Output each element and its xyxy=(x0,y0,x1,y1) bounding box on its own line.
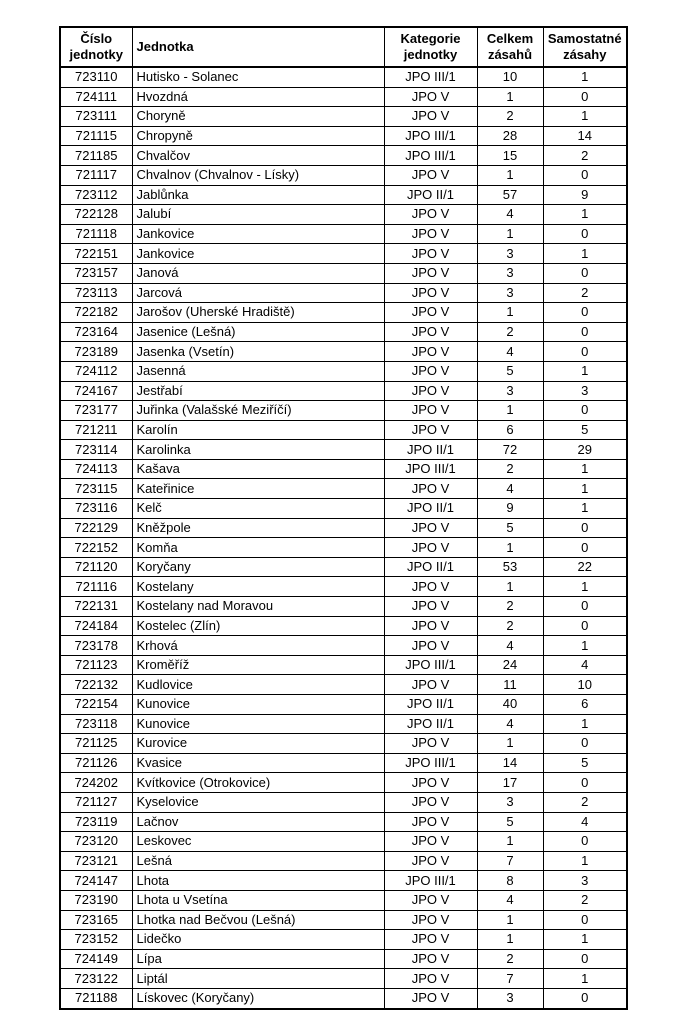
unit-number-cell: 724202 xyxy=(60,773,132,793)
unit-category-cell: JPO V xyxy=(384,322,477,342)
unit-name-cell: Liptál xyxy=(132,969,384,989)
total-interventions-cell: 4 xyxy=(477,342,543,362)
unit-number-cell: 722131 xyxy=(60,597,132,617)
unit-name-cell: Jasenná xyxy=(132,361,384,381)
table-row xyxy=(60,675,627,695)
unit-name-cell: Kvasice xyxy=(132,753,384,773)
unit-number-cell: 723177 xyxy=(60,401,132,421)
independent-interventions-cell: 1 xyxy=(543,459,627,479)
unit-category-cell: JPO V xyxy=(384,773,477,793)
total-interventions-cell: 2 xyxy=(477,949,543,969)
independent-interventions-cell: 0 xyxy=(543,910,627,930)
total-interventions-cell: 3 xyxy=(477,244,543,264)
independent-interventions-cell: 1 xyxy=(543,636,627,656)
total-interventions-cell: 72 xyxy=(477,440,543,460)
table-row xyxy=(60,440,627,460)
independent-interventions-cell: 1 xyxy=(543,67,627,87)
unit-category-cell: JPO V xyxy=(384,734,477,754)
table-row xyxy=(60,655,627,675)
unit-number-cell: 721188 xyxy=(60,988,132,1008)
total-interventions-cell: 1 xyxy=(477,577,543,597)
total-interventions-cell: 1 xyxy=(477,224,543,244)
table-row xyxy=(60,185,627,205)
unit-category-cell: JPO V xyxy=(384,303,477,323)
unit-category-cell: JPO V xyxy=(384,244,477,264)
unit-name-cell: Jarošov (Uherské Hradiště) xyxy=(132,303,384,323)
unit-category-cell: JPO V xyxy=(384,205,477,225)
table-row xyxy=(60,773,627,793)
unit-category-cell: JPO V xyxy=(384,224,477,244)
independent-interventions-cell: 1 xyxy=(543,851,627,871)
unit-category-cell: JPO V xyxy=(384,832,477,852)
total-interventions-cell: 3 xyxy=(477,263,543,283)
unit-name-cell: Kostelany nad Moravou xyxy=(132,597,384,617)
total-interventions-cell: 8 xyxy=(477,871,543,891)
independent-interventions-cell: 1 xyxy=(543,244,627,264)
total-interventions-cell: 4 xyxy=(477,205,543,225)
unit-number-cell: 723111 xyxy=(60,107,132,127)
unit-number-cell: 723118 xyxy=(60,714,132,734)
independent-interventions-cell: 0 xyxy=(543,734,627,754)
total-interventions-cell: 1 xyxy=(477,401,543,421)
unit-category-cell: JPO V xyxy=(384,597,477,617)
total-interventions-cell: 5 xyxy=(477,361,543,381)
independent-interventions-cell: 4 xyxy=(543,812,627,832)
unit-name-cell: Lešná xyxy=(132,851,384,871)
unit-number-cell: 722128 xyxy=(60,205,132,225)
unit-name-cell: Jankovice xyxy=(132,224,384,244)
independent-interventions-cell: 1 xyxy=(543,577,627,597)
unit-name-cell: Kroměříž xyxy=(132,655,384,675)
independent-interventions-cell: 1 xyxy=(543,107,627,127)
unit-name-cell: Kelč xyxy=(132,499,384,519)
total-interventions-cell: 1 xyxy=(477,832,543,852)
unit-category-cell: JPO III/1 xyxy=(384,459,477,479)
table-row xyxy=(60,165,627,185)
unit-number-cell: 721120 xyxy=(60,557,132,577)
unit-name-cell: Lískovec (Koryčany) xyxy=(132,988,384,1008)
unit-name-cell: Lidečko xyxy=(132,930,384,950)
total-interventions-cell: 1 xyxy=(477,538,543,558)
unit-category-cell: JPO V xyxy=(384,969,477,989)
table-row xyxy=(60,792,627,812)
table-row xyxy=(60,146,627,166)
unit-category-cell: JPO V xyxy=(384,538,477,558)
unit-number-cell: 723116 xyxy=(60,499,132,519)
unit-name-cell: Leskovec xyxy=(132,832,384,852)
unit-number-cell: 723122 xyxy=(60,969,132,989)
unit-number-cell: 721127 xyxy=(60,792,132,812)
unit-number-cell: 723115 xyxy=(60,479,132,499)
total-interventions-cell: 3 xyxy=(477,792,543,812)
total-interventions-cell: 2 xyxy=(477,616,543,636)
independent-interventions-cell: 3 xyxy=(543,871,627,891)
unit-category-cell: JPO III/1 xyxy=(384,67,477,87)
table-row xyxy=(60,714,627,734)
table-row xyxy=(60,322,627,342)
unit-number-cell: 722154 xyxy=(60,695,132,715)
unit-number-cell: 722132 xyxy=(60,675,132,695)
table-row xyxy=(60,890,627,910)
table-row xyxy=(60,616,627,636)
total-interventions-cell: 2 xyxy=(477,459,543,479)
header-row xyxy=(60,27,627,67)
total-interventions-cell: 6 xyxy=(477,420,543,440)
header-total-interventions: Celkem zásahů xyxy=(477,27,543,67)
unit-name-cell: Jalubí xyxy=(132,205,384,225)
unit-category-cell: JPO V xyxy=(384,420,477,440)
unit-name-cell: Jasenice (Lešná) xyxy=(132,322,384,342)
unit-name-cell: Lhotka nad Bečvou (Lešná) xyxy=(132,910,384,930)
independent-interventions-cell: 0 xyxy=(543,597,627,617)
table-row xyxy=(60,597,627,617)
total-interventions-cell: 4 xyxy=(477,479,543,499)
unit-name-cell: Janová xyxy=(132,263,384,283)
independent-interventions-cell: 0 xyxy=(543,165,627,185)
unit-number-cell: 723113 xyxy=(60,283,132,303)
unit-name-cell: Kyselovice xyxy=(132,792,384,812)
unit-name-cell: Kvítkovice (Otrokovice) xyxy=(132,773,384,793)
table-row xyxy=(60,734,627,754)
independent-interventions-cell: 22 xyxy=(543,557,627,577)
unit-name-cell: Hvozdná xyxy=(132,87,384,107)
table-row xyxy=(60,949,627,969)
independent-interventions-cell: 0 xyxy=(543,518,627,538)
table-row xyxy=(60,303,627,323)
total-interventions-cell: 5 xyxy=(477,518,543,538)
total-interventions-cell: 17 xyxy=(477,773,543,793)
unit-name-cell: Karolín xyxy=(132,420,384,440)
header-unit-number: Číslo jednotky xyxy=(60,27,132,67)
independent-interventions-cell: 1 xyxy=(543,714,627,734)
independent-interventions-cell: 2 xyxy=(543,792,627,812)
unit-name-cell: Lípa xyxy=(132,949,384,969)
unit-name-cell: Jablůnka xyxy=(132,185,384,205)
total-interventions-cell: 10 xyxy=(477,67,543,87)
unit-number-cell: 724113 xyxy=(60,459,132,479)
unit-number-cell: 721126 xyxy=(60,753,132,773)
independent-interventions-cell: 1 xyxy=(543,361,627,381)
header-independent-interventions: Samostatné zásahy xyxy=(543,27,627,67)
unit-number-cell: 721117 xyxy=(60,165,132,185)
unit-number-cell: 723165 xyxy=(60,910,132,930)
unit-number-cell: 723164 xyxy=(60,322,132,342)
table-row xyxy=(60,538,627,558)
unit-category-cell: JPO V xyxy=(384,812,477,832)
independent-interventions-cell: 1 xyxy=(543,969,627,989)
table-row xyxy=(60,577,627,597)
unit-category-cell: JPO II/1 xyxy=(384,499,477,519)
unit-number-cell: 724111 xyxy=(60,87,132,107)
unit-name-cell: Koryčany xyxy=(132,557,384,577)
independent-interventions-cell: 10 xyxy=(543,675,627,695)
unit-name-cell: Jarcová xyxy=(132,283,384,303)
unit-name-cell: Lačnov xyxy=(132,812,384,832)
unit-category-cell: JPO III/1 xyxy=(384,655,477,675)
unit-category-cell: JPO V xyxy=(384,890,477,910)
unit-name-cell: Kostelany xyxy=(132,577,384,597)
header-unit-name: Jednotka xyxy=(132,27,384,67)
unit-name-cell: Kateřinice xyxy=(132,479,384,499)
unit-number-cell: 721116 xyxy=(60,577,132,597)
table-row xyxy=(60,988,627,1008)
unit-category-cell: JPO V xyxy=(384,636,477,656)
table-row xyxy=(60,224,627,244)
unit-category-cell: JPO II/1 xyxy=(384,557,477,577)
unit-number-cell: 723157 xyxy=(60,263,132,283)
unit-category-cell: JPO II/1 xyxy=(384,714,477,734)
table-row xyxy=(60,695,627,715)
unit-name-cell: Kudlovice xyxy=(132,675,384,695)
unit-name-cell: Jankovice xyxy=(132,244,384,264)
unit-name-cell: Lhota u Vsetína xyxy=(132,890,384,910)
unit-name-cell: Choryně xyxy=(132,107,384,127)
table-row xyxy=(60,342,627,362)
unit-name-cell: Chvalčov xyxy=(132,146,384,166)
independent-interventions-cell: 1 xyxy=(543,205,627,225)
unit-category-cell: JPO V xyxy=(384,283,477,303)
table-row xyxy=(60,361,627,381)
table-row xyxy=(60,969,627,989)
independent-interventions-cell: 4 xyxy=(543,655,627,675)
unit-number-cell: 722151 xyxy=(60,244,132,264)
unit-category-cell: JPO V xyxy=(384,577,477,597)
unit-number-cell: 724147 xyxy=(60,871,132,891)
unit-name-cell: Jasenka (Vsetín) xyxy=(132,342,384,362)
table-row xyxy=(60,381,627,401)
independent-interventions-cell: 9 xyxy=(543,185,627,205)
total-interventions-cell: 2 xyxy=(477,107,543,127)
table-row xyxy=(60,420,627,440)
independent-interventions-cell: 3 xyxy=(543,381,627,401)
unit-category-cell: JPO V xyxy=(384,910,477,930)
unit-number-cell: 722129 xyxy=(60,518,132,538)
table-row xyxy=(60,67,627,87)
independent-interventions-cell: 29 xyxy=(543,440,627,460)
independent-interventions-cell: 1 xyxy=(543,479,627,499)
table-row xyxy=(60,557,627,577)
unit-name-cell: Hutisko - Solanec xyxy=(132,67,384,87)
table-row xyxy=(60,871,627,891)
unit-category-cell: JPO V xyxy=(384,792,477,812)
unit-number-cell: 723114 xyxy=(60,440,132,460)
table-row xyxy=(60,499,627,519)
total-interventions-cell: 7 xyxy=(477,969,543,989)
total-interventions-cell: 14 xyxy=(477,753,543,773)
unit-number-cell: 723189 xyxy=(60,342,132,362)
total-interventions-cell: 1 xyxy=(477,165,543,185)
unit-category-cell: JPO III/1 xyxy=(384,871,477,891)
unit-number-cell: 724112 xyxy=(60,361,132,381)
total-interventions-cell: 53 xyxy=(477,557,543,577)
total-interventions-cell: 57 xyxy=(477,185,543,205)
unit-name-cell: Kunovice xyxy=(132,695,384,715)
unit-number-cell: 721125 xyxy=(60,734,132,754)
independent-interventions-cell: 0 xyxy=(543,322,627,342)
total-interventions-cell: 24 xyxy=(477,655,543,675)
unit-number-cell: 723120 xyxy=(60,832,132,852)
unit-category-cell: JPO V xyxy=(384,361,477,381)
unit-number-cell: 724167 xyxy=(60,381,132,401)
unit-name-cell: Kurovice xyxy=(132,734,384,754)
total-interventions-cell: 4 xyxy=(477,890,543,910)
independent-interventions-cell: 1 xyxy=(543,499,627,519)
unit-name-cell: Komňa xyxy=(132,538,384,558)
table-row xyxy=(60,244,627,264)
unit-name-cell: Jestřabí xyxy=(132,381,384,401)
unit-number-cell: 724184 xyxy=(60,616,132,636)
independent-interventions-cell: 0 xyxy=(543,224,627,244)
independent-interventions-cell: 0 xyxy=(543,401,627,421)
unit-category-cell: JPO V xyxy=(384,988,477,1008)
unit-number-cell: 723190 xyxy=(60,890,132,910)
unit-name-cell: Chropyně xyxy=(132,126,384,146)
unit-number-cell: 723119 xyxy=(60,812,132,832)
total-interventions-cell: 1 xyxy=(477,910,543,930)
unit-category-cell: JPO V xyxy=(384,165,477,185)
total-interventions-cell: 4 xyxy=(477,714,543,734)
table-row xyxy=(60,205,627,225)
unit-number-cell: 722152 xyxy=(60,538,132,558)
independent-interventions-cell: 0 xyxy=(543,949,627,969)
unit-category-cell: JPO V xyxy=(384,949,477,969)
unit-category-cell: JPO V xyxy=(384,851,477,871)
total-interventions-cell: 11 xyxy=(477,675,543,695)
table-row xyxy=(60,87,627,107)
unit-name-cell: Lhota xyxy=(132,871,384,891)
total-interventions-cell: 3 xyxy=(477,283,543,303)
unit-category-cell: JPO V xyxy=(384,107,477,127)
total-interventions-cell: 4 xyxy=(477,636,543,656)
unit-category-cell: JPO V xyxy=(384,675,477,695)
independent-interventions-cell: 0 xyxy=(543,303,627,323)
unit-category-cell: JPO III/1 xyxy=(384,146,477,166)
total-interventions-cell: 1 xyxy=(477,87,543,107)
independent-interventions-cell: 0 xyxy=(543,773,627,793)
table-row xyxy=(60,832,627,852)
unit-number-cell: 723112 xyxy=(60,185,132,205)
total-interventions-cell: 1 xyxy=(477,303,543,323)
unit-category-cell: JPO II/1 xyxy=(384,185,477,205)
table-row xyxy=(60,401,627,421)
unit-number-cell: 721211 xyxy=(60,420,132,440)
independent-interventions-cell: 2 xyxy=(543,890,627,910)
unit-name-cell: Juřinka (Valašské Meziříčí) xyxy=(132,401,384,421)
independent-interventions-cell: 0 xyxy=(543,263,627,283)
unit-category-cell: JPO V xyxy=(384,87,477,107)
table-row xyxy=(60,930,627,950)
unit-name-cell: Chvalnov (Chvalnov - Lísky) xyxy=(132,165,384,185)
unit-number-cell: 723110 xyxy=(60,67,132,87)
unit-number-cell: 721185 xyxy=(60,146,132,166)
unit-category-cell: JPO V xyxy=(384,930,477,950)
unit-name-cell: Krhová xyxy=(132,636,384,656)
unit-number-cell: 723152 xyxy=(60,930,132,950)
table-row xyxy=(60,126,627,146)
table-row xyxy=(60,263,627,283)
unit-category-cell: JPO V xyxy=(384,401,477,421)
total-interventions-cell: 15 xyxy=(477,146,543,166)
table-row xyxy=(60,851,627,871)
independent-interventions-cell: 14 xyxy=(543,126,627,146)
unit-name-cell: Kašava xyxy=(132,459,384,479)
table-row xyxy=(60,107,627,127)
independent-interventions-cell: 5 xyxy=(543,420,627,440)
total-interventions-cell: 5 xyxy=(477,812,543,832)
total-interventions-cell: 2 xyxy=(477,597,543,617)
unit-number-cell: 724149 xyxy=(60,949,132,969)
unit-category-cell: JPO II/1 xyxy=(384,695,477,715)
independent-interventions-cell: 2 xyxy=(543,283,627,303)
independent-interventions-cell: 1 xyxy=(543,930,627,950)
table-row xyxy=(60,910,627,930)
units-table xyxy=(59,26,628,1010)
unit-category-cell: JPO V xyxy=(384,479,477,499)
unit-name-cell: Kunovice xyxy=(132,714,384,734)
independent-interventions-cell: 0 xyxy=(543,87,627,107)
independent-interventions-cell: 0 xyxy=(543,616,627,636)
unit-category-cell: JPO II/1 xyxy=(384,440,477,460)
table-row xyxy=(60,812,627,832)
unit-number-cell: 721118 xyxy=(60,224,132,244)
table-row xyxy=(60,753,627,773)
unit-category-cell: JPO V xyxy=(384,342,477,362)
header-unit-category: Kategorie jednotky xyxy=(384,27,477,67)
unit-name-cell: Karolinka xyxy=(132,440,384,460)
unit-number-cell: 723121 xyxy=(60,851,132,871)
total-interventions-cell: 7 xyxy=(477,851,543,871)
independent-interventions-cell: 0 xyxy=(543,832,627,852)
table-row xyxy=(60,459,627,479)
independent-interventions-cell: 5 xyxy=(543,753,627,773)
total-interventions-cell: 9 xyxy=(477,499,543,519)
unit-category-cell: JPO V xyxy=(384,518,477,538)
table-row xyxy=(60,636,627,656)
total-interventions-cell: 2 xyxy=(477,322,543,342)
table-row xyxy=(60,283,627,303)
unit-category-cell: JPO III/1 xyxy=(384,753,477,773)
total-interventions-cell: 3 xyxy=(477,988,543,1008)
unit-number-cell: 722182 xyxy=(60,303,132,323)
unit-category-cell: JPO V xyxy=(384,381,477,401)
total-interventions-cell: 28 xyxy=(477,126,543,146)
table-row xyxy=(60,479,627,499)
independent-interventions-cell: 0 xyxy=(543,342,627,362)
independent-interventions-cell: 2 xyxy=(543,146,627,166)
table-row xyxy=(60,518,627,538)
independent-interventions-cell: 6 xyxy=(543,695,627,715)
unit-number-cell: 721115 xyxy=(60,126,132,146)
unit-number-cell: 721123 xyxy=(60,655,132,675)
unit-category-cell: JPO V xyxy=(384,263,477,283)
total-interventions-cell: 1 xyxy=(477,734,543,754)
unit-category-cell: JPO V xyxy=(384,616,477,636)
independent-interventions-cell: 0 xyxy=(543,988,627,1008)
unit-category-cell: JPO III/1 xyxy=(384,126,477,146)
total-interventions-cell: 1 xyxy=(477,930,543,950)
unit-name-cell: Kostelec (Zlín) xyxy=(132,616,384,636)
total-interventions-cell: 40 xyxy=(477,695,543,715)
unit-name-cell: Kněžpole xyxy=(132,518,384,538)
unit-number-cell: 723178 xyxy=(60,636,132,656)
independent-interventions-cell: 0 xyxy=(543,538,627,558)
total-interventions-cell: 3 xyxy=(477,381,543,401)
